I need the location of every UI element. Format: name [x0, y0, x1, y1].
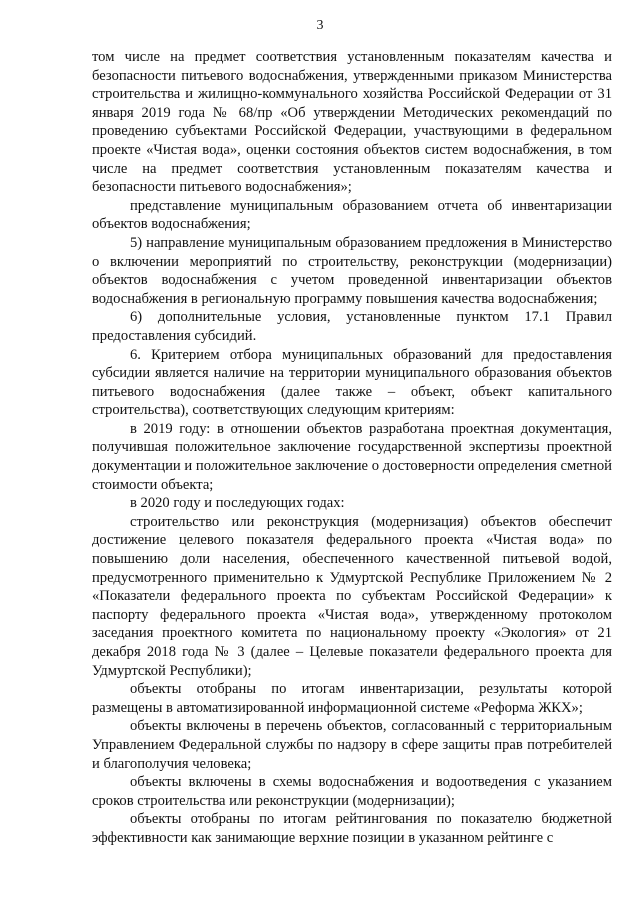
paragraph: в 2020 году и последующих годах: [130, 495, 345, 512]
paragraph: в 2019 году: в отношении объектов разработана проектная документация, получившая положительное заключение государственной экспертизы проектной документации и положительное заключение о достоверности определения сметной стоимости объекта; [92, 420, 612, 493]
paragraph: 5) направление муниципальным образованием предложения в Министерство о включении мероприятий по строительству, реконструкции (модернизации) объектов водоснабжения с учетом проведенной инвентаризации объектов водоснабжения в региональную программу повышения качества водоснабжения; [92, 234, 612, 307]
paragraph: строительство или реконструкция (модернизация) объектов обеспечит достижение целевого показателя федерального проекта «Чистая вода» по повышению доли населения, обеспеченного качественной питьевой водой, предусмотренного применительно к Удмуртской Республике Приложением № 2 «Показатели федерального проекта по субъектам Российской Федерации» к паспорту федерального проекта «Чистая вода», утвержденному протоколом заседания проектного комитета по национальному проекту «Экология» от 21 декабря 2018 года № 3 (далее – Целевые показатели федерального проекта для Удмуртской Республики); [92, 513, 612, 679]
paragraph: объекты отобраны по итогам инвентаризации, результаты которой размещены в автоматизированной информационной системе «Реформа ЖКХ»; [92, 681, 612, 716]
paragraph: том числе на предмет соответствия установленным показателям качества и безопасности питьевого водоснабжения, утвержденными приказом Министерства строительства и жилищно-коммунального хозяйства Российской Федерации от 31 января 2019 года № 68/пр «Об утверждении Методических рекомендаций по проведению субъектами Российской Федерации, участвующими в федеральном проекте «Чистая вода», оценки состояния объектов систем водоснабжения, в том числе на предмет соответствия установленным показателям качества и безопасности питьевого водоснабжения»; [92, 49, 612, 196]
paragraph: объекты включены в схемы водоснабжения и водоотведения с указанием сроков строительства или реконструкции (модернизации); [92, 774, 612, 809]
paragraph: 6. Критерием отбора муниципальных образований для предоставления субсидии является наличие на территории муниципального образования объектов питьевого водоснабжения (далее также – объект, объект капитального строительства), соответствующих следующим критериям: [92, 346, 612, 419]
paragraph: 6) дополнительные условия, установленные пунктом 17.1 Правил предоставления субсидий. [92, 309, 612, 344]
paragraph: представление муниципальным образованием отчета об инвентаризации объектов водоснабжения; [92, 197, 612, 233]
page-number: 3 [316, 18, 324, 33]
paragraph: объекты включены в перечень объектов, согласованный с территориальным Управлением Федеральной службы по надзору в сфере защиты прав потребителей и благополучия человека; [92, 718, 612, 772]
document-body [92, 48, 612, 848]
paragraph: объекты отобраны по итогам рейтингования по показателю бюджетной эффективности как занимающие верхние позиции в указанном рейтинге с [92, 811, 612, 846]
